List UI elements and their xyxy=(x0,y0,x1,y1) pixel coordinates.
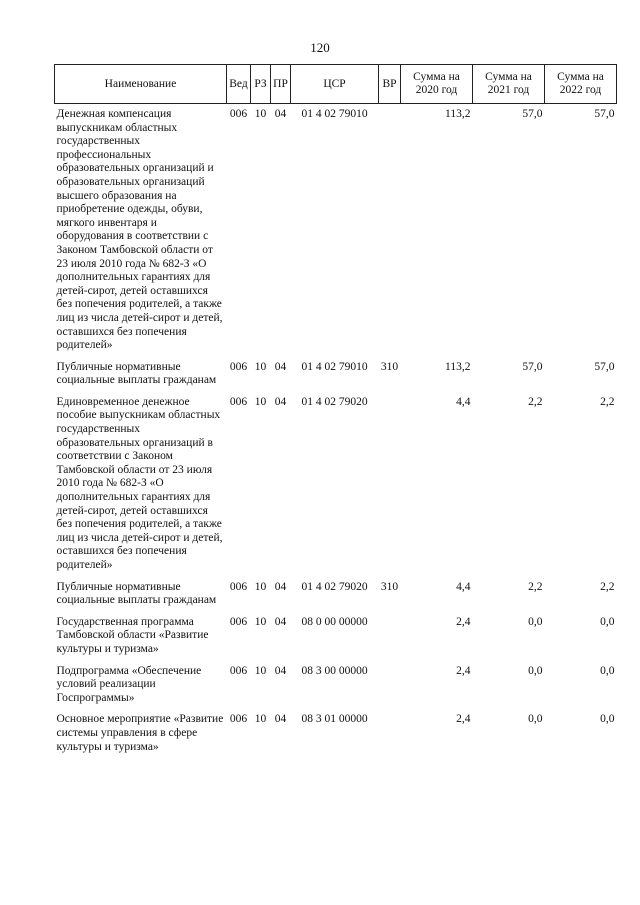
row-rz: 10 xyxy=(254,664,267,677)
row-pr: 04 xyxy=(274,395,287,408)
row-vr: 310 xyxy=(380,360,399,373)
row-sum-2021: 0,0 xyxy=(528,713,543,726)
row-vr xyxy=(379,665,401,714)
row-ved: 006 xyxy=(229,615,248,628)
row-pr: 04 xyxy=(274,664,287,677)
row-sum-2021: 57,0 xyxy=(522,360,543,373)
row-sum-2021: 2,2 xyxy=(528,395,543,408)
row-pr: 04 xyxy=(274,713,287,726)
row-csr: 01 4 02 79020 xyxy=(301,395,368,408)
budget-table xyxy=(54,64,617,762)
row-sum-2022: 2,2 xyxy=(600,580,615,593)
row-vr xyxy=(379,713,401,762)
row-sum-2022: 57,0 xyxy=(594,108,615,120)
row-rz: 10 xyxy=(254,713,267,726)
row-name: Основное мероприятие «Развитие системы управления в сфере культуры и туризма» xyxy=(56,713,224,753)
row-name: Публичные нормативные социальные выплаты гражданам xyxy=(56,360,217,387)
table-row xyxy=(55,396,617,581)
row-sum-2020: 4,4 xyxy=(456,395,471,408)
header-sum-2021: Сумма на 2021 год xyxy=(473,65,545,104)
row-csr: 01 4 02 79010 xyxy=(301,360,368,373)
row-name: Подпрограмма «Обеспечение условий реализации Госпрограммы» xyxy=(56,664,202,704)
header-rz: РЗ xyxy=(251,65,271,104)
row-sum-2021: 0,0 xyxy=(528,664,543,677)
row-sum-2020: 4,4 xyxy=(456,580,471,593)
row-rz: 10 xyxy=(254,108,267,120)
row-rz: 10 xyxy=(254,360,267,373)
row-name: Единовременное денежное пособие выпускникам областных государственных образовательных организаций в соответствии с Законом Тамбовской области от 23 июля 2010 года № 682-З «О дополнительных гарантиях для детей-сирот, детей оставшихся без попечения родителей, а также лиц из числа детей-сирот и детей, оставшихся без попечения родителей» xyxy=(56,395,223,571)
row-sum-2020: 2,4 xyxy=(456,615,471,628)
table-row xyxy=(55,581,617,616)
row-sum-2022: 0,0 xyxy=(600,713,615,726)
row-ved: 006 xyxy=(229,580,248,593)
table-row xyxy=(55,713,617,762)
row-ved: 006 xyxy=(229,664,248,677)
row-ved: 006 xyxy=(229,395,248,408)
table-row xyxy=(55,616,617,665)
row-csr: 01 4 02 79010 xyxy=(301,108,368,120)
table-row xyxy=(55,361,617,396)
row-name: Денежная компенсация выпускникам областных государственных профессиональных образовательных организаций и образовательных организаций высшего образования на приобретение одежды, обуви, мягкого инвентаря и оборудования в соответствии с Законом Тамбовской области от 23 июля 2010 года № 682-З «О дополнительных гарантиях для детей-сирот, детей оставшихся без попечения родителей, а также лиц из числа детей-сирот и детей, оставшихся без попечения родителей» xyxy=(56,108,223,352)
row-sum-2020: 2,4 xyxy=(456,713,471,726)
header-sum-2022: Сумма на 2022 год xyxy=(545,65,617,104)
row-rz: 10 xyxy=(254,615,267,628)
row-ved: 006 xyxy=(229,713,248,726)
row-sum-2020: 113,2 xyxy=(445,360,471,373)
row-name: Государственная программа Тамбовской области «Развитие культуры и туризма» xyxy=(56,615,209,655)
row-pr: 04 xyxy=(274,580,287,593)
header-sum-2020: Сумма на 2020 год xyxy=(401,65,473,104)
row-sum-2021: 57,0 xyxy=(522,108,543,120)
header-pr: ПР xyxy=(271,65,291,104)
row-rz: 10 xyxy=(254,580,267,593)
row-sum-2021: 2,2 xyxy=(528,580,543,593)
row-rz: 10 xyxy=(254,395,267,408)
row-csr: 08 0 00 00000 xyxy=(301,615,368,628)
table-row xyxy=(55,665,617,714)
header-vr: ВР xyxy=(379,65,401,104)
row-csr: 08 3 00 00000 xyxy=(301,664,368,677)
row-sum-2022: 2,2 xyxy=(600,395,615,408)
row-vr xyxy=(379,616,401,665)
row-ved: 006 xyxy=(229,108,248,120)
row-sum-2020: 113,2 xyxy=(445,108,471,120)
row-pr: 04 xyxy=(274,360,287,373)
row-ved: 006 xyxy=(229,360,248,373)
header-name: Наименование xyxy=(55,65,227,104)
row-sum-2021: 0,0 xyxy=(528,615,543,628)
row-sum-2020: 2,4 xyxy=(456,664,471,677)
page-number: 120 xyxy=(310,40,330,55)
header-ved: Вед xyxy=(227,65,251,104)
header-csr: ЦСР xyxy=(291,65,379,104)
row-vr xyxy=(379,396,401,581)
row-sum-2022: 0,0 xyxy=(600,615,615,628)
row-sum-2022: 57,0 xyxy=(594,360,615,373)
row-name: Публичные нормативные социальные выплаты гражданам xyxy=(56,580,217,607)
table-row xyxy=(55,104,617,361)
row-csr: 08 3 01 00000 xyxy=(301,713,368,726)
row-pr: 04 xyxy=(274,615,287,628)
row-pr: 04 xyxy=(274,108,287,120)
row-vr: 310 xyxy=(380,580,399,593)
row-sum-2022: 0,0 xyxy=(600,664,615,677)
row-vr xyxy=(379,104,401,361)
table-header-row xyxy=(55,65,617,104)
row-csr: 01 4 02 79020 xyxy=(301,580,368,593)
